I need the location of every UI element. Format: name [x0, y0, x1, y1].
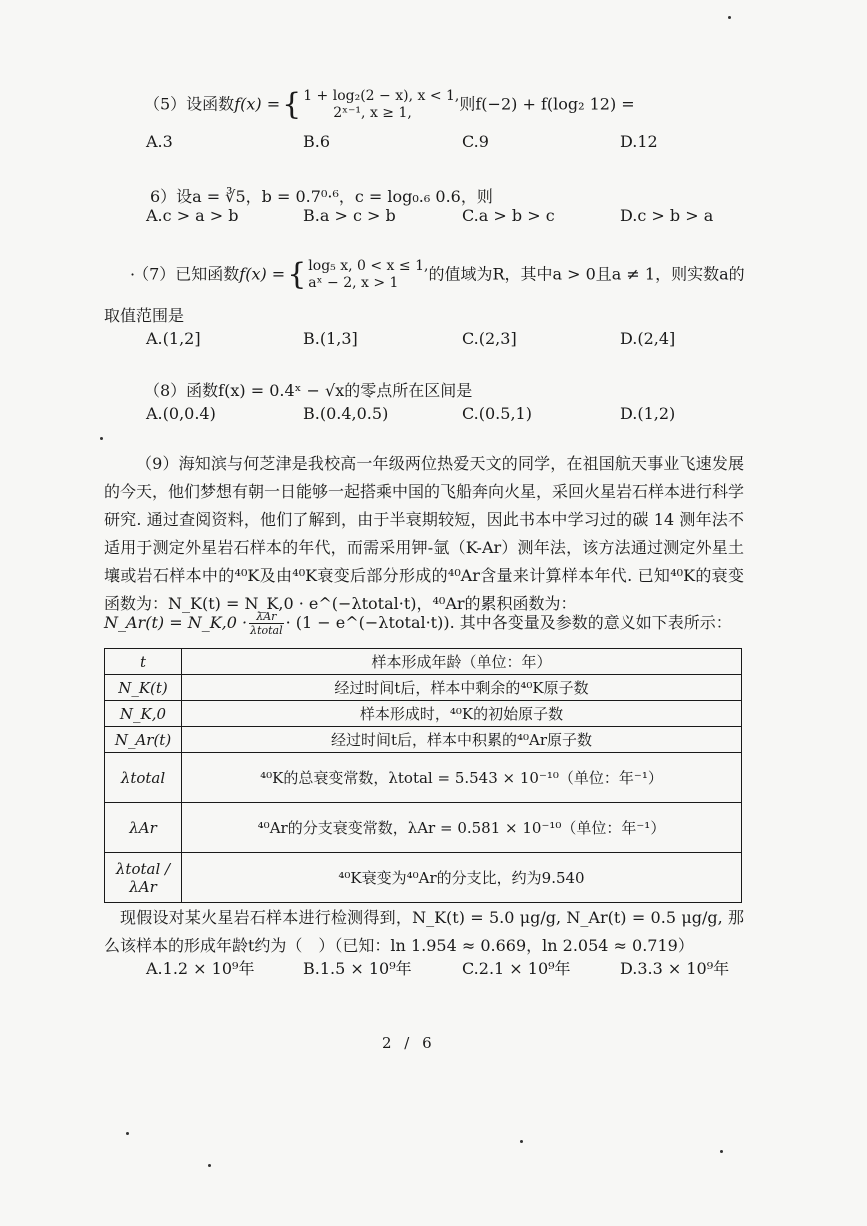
- q8-option-d[interactable]: D.(1,2): [620, 404, 676, 423]
- q9-paragraph: （9）海知滨与何芝津是我校高一年级两位热爱天文的同学，在祖国航天事业飞速发展的今天，他们梦想有朝一日能够一起搭乘中国的飞船奔向火星，采回火星岩石样本进行科学研究. 通过查阅资料，他们了解到，由于半衰期较短，因此书本中学习过的碳 14 测年法不适用于测定外星岩石样本的年代，而需采用钾-氩（K-Ar）测年法，该方法通过测定外星土壤或岩石样本中的⁴⁰K及由⁴⁰K衰变后部分形成的⁴⁰Ar含量来计算样本年代. 已知⁴⁰K的衰变函数为：N_K(t) = N_K,0 · e^(−λtotal·t)，⁴⁰Ar的累积函数为：: [104, 454, 745, 613]
- q7-func: f(x) =: [239, 264, 286, 284]
- table-symbol: N_Ar(t): [105, 727, 182, 753]
- scan-speck: [720, 1150, 723, 1153]
- q9-option-b[interactable]: B.1.5 × 10⁹年: [303, 959, 412, 978]
- q5-brace: {: [282, 87, 302, 122]
- q7-brace: {: [287, 257, 307, 292]
- q7-option-d[interactable]: D.(2,4]: [620, 329, 676, 348]
- q9-formula-right: · (1 − e^(−λtotal·t)). 其中各变量及参数的意义如下表所示：: [285, 613, 732, 632]
- q6-stem: 6）设a = ∛5，b = 0.7⁰·⁶，c = log₀.₆ 0.6，则: [150, 187, 493, 206]
- table-meaning: 经过时间t后，样本中剩余的⁴⁰K原子数: [182, 675, 742, 701]
- q7-case2: aˣ − 2, x > 1: [308, 275, 399, 291]
- q5-stem-prefix: （5）设函数: [144, 94, 235, 114]
- q5-cases: [303, 88, 459, 122]
- table-meaning: 样本形成时，⁴⁰K的初始原子数: [182, 701, 742, 727]
- table-row: [105, 701, 742, 727]
- table-symbol: N_K(t): [105, 675, 182, 701]
- q9-variable-table: [104, 648, 742, 903]
- q5-case1: 1 + log₂(2 − x), x < 1,: [303, 88, 460, 104]
- table-row: [105, 853, 742, 903]
- table-row: [105, 649, 742, 675]
- table-row: [105, 675, 742, 701]
- q9-formula-num: λAr: [249, 610, 284, 624]
- table-symbol: t: [105, 649, 182, 675]
- table-symbol: N_K,0: [105, 701, 182, 727]
- q8-option-c[interactable]: C.(0.5,1): [462, 404, 532, 423]
- scan-speck: [728, 16, 731, 19]
- table-row: [105, 727, 742, 753]
- q9-formula-den: λtotal: [250, 624, 283, 637]
- table-meaning: 经过时间t后，样本中积累的⁴⁰Ar原子数: [182, 727, 742, 753]
- q7-option-c[interactable]: C.(2,3]: [462, 329, 517, 348]
- q9-option-a[interactable]: A.1.2 × 10⁹年: [146, 959, 255, 978]
- q9-option-c[interactable]: C.2.1 × 10⁹年: [462, 959, 571, 978]
- table-meaning: ⁴⁰K衰变为⁴⁰Ar的分支比，约为9.540: [182, 853, 742, 903]
- q7-stem-suffix: 的值域为R，其中a > 0且a ≠ 1，则实数a的: [428, 264, 745, 284]
- scan-speck: [520, 1140, 523, 1143]
- table-symbol: λtotal / λAr: [105, 853, 182, 903]
- table-symbol: λtotal: [105, 753, 182, 803]
- q5-case2: 2ˣ⁻¹, x ≥ 1,: [333, 105, 412, 121]
- q6-option-a[interactable]: A.c > a > b: [146, 206, 239, 225]
- q9-formula-fraction: [249, 610, 284, 637]
- table-meaning: ⁴⁰Ar的分支衰变常数，λAr = 0.581 × 10⁻¹⁰（单位：年⁻¹）: [182, 803, 742, 853]
- table-meaning: 样本形成年龄（单位：年）: [182, 649, 742, 675]
- q5-option-a[interactable]: A.3: [146, 132, 173, 151]
- scan-speck: [126, 1132, 129, 1135]
- q8-stem: （8）函数f(x) = 0.4ˣ − √x的零点所在区间是: [144, 381, 473, 400]
- q7-option-b[interactable]: B.(1,3]: [303, 329, 358, 348]
- q6-option-c[interactable]: C.a > b > c: [462, 206, 555, 225]
- q5-option-d[interactable]: D.12: [620, 132, 658, 151]
- q5-option-c[interactable]: C.9: [462, 132, 489, 151]
- q6-option-b[interactable]: B.a > c > b: [303, 206, 396, 225]
- q7-stem-line2: 取值范围是: [104, 306, 185, 325]
- q9-closing: 现假设对某火星岩石样本进行检测得到，N_K(t) = 5.0 μg/g, N_Ar(t) = 0.5 μg/g, 那么该样本的形成年龄t约为（ ）（已知：ln 1.954 ≈ 0.669，ln 2.054 ≈ 0.719）: [104, 908, 744, 955]
- q6-option-d[interactable]: D.c > b > a: [620, 206, 714, 225]
- q7-cases: [308, 258, 428, 292]
- q5-func: f(x) =: [234, 94, 281, 114]
- q8-option-a[interactable]: A.(0,0.4): [146, 404, 216, 423]
- scan-speck: [208, 1164, 211, 1167]
- q9-option-d[interactable]: D.3.3 × 10⁹年: [620, 959, 730, 978]
- q7-case1: log₅ x, 0 < x ≤ 1,: [308, 258, 429, 274]
- q7-option-a[interactable]: A.(1,2]: [146, 329, 201, 348]
- q9-formula: [104, 610, 732, 637]
- page-number: 2 / 6: [382, 1034, 436, 1052]
- q9-formula-left: N_Ar(t) = N_K,0 ·: [104, 613, 248, 632]
- table-meaning: ⁴⁰K的总衰变常数，λtotal = 5.543 × 10⁻¹⁰（单位：年⁻¹）: [182, 753, 742, 803]
- q5-option-b[interactable]: B.6: [303, 132, 331, 151]
- q5-stem: [144, 88, 635, 122]
- q8-option-b[interactable]: B.(0.4,0.5): [303, 404, 389, 423]
- table-symbol: λAr: [105, 803, 182, 853]
- q7-stem: · （7）已知函数f(x) ={ log₅ x, 0 < x ≤ 1, aˣ − 2, x > 1 的值域为R，其中a > 0且a ≠ 1，则实数a的: [130, 257, 745, 292]
- table-row: [105, 753, 742, 803]
- table-row: [105, 803, 742, 853]
- q7-stem-prefix: （7）已知函数: [141, 264, 240, 284]
- scan-speck: [100, 437, 103, 440]
- q5-stem-suffix: 则f(−2) + f(log₂ 12) =: [459, 94, 635, 114]
